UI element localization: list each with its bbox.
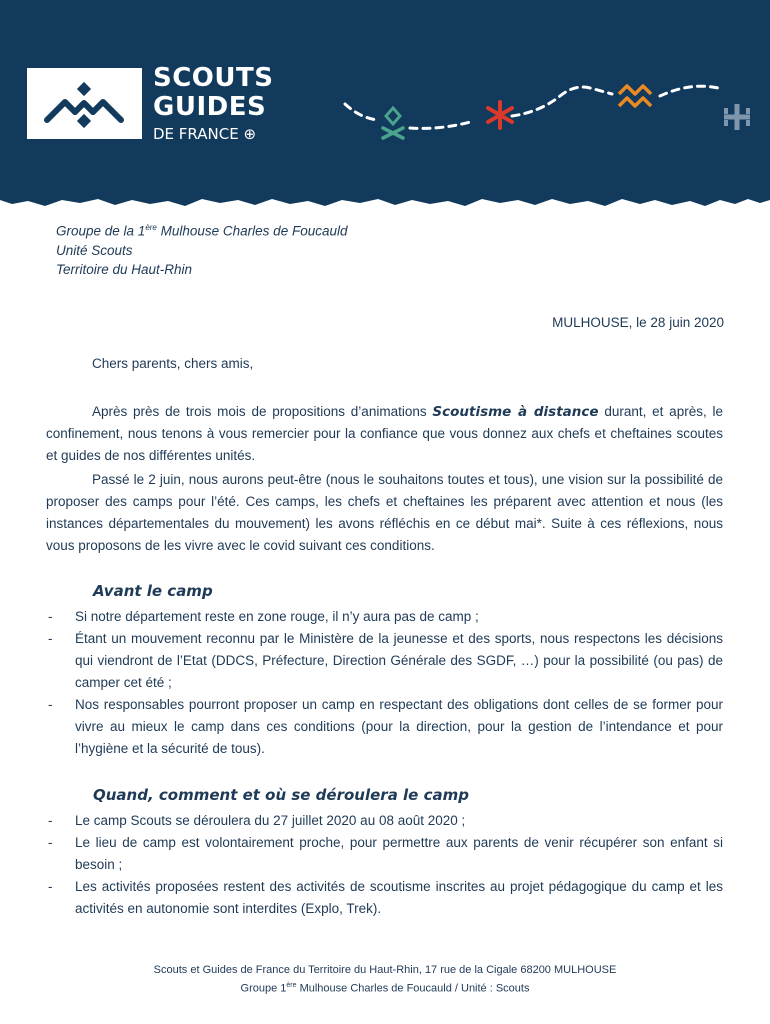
sender-group-suffix: Mulhouse Charles de Foucauld [156,223,348,239]
list-dash: - [48,609,53,624]
footer-group-prefix: Groupe 1 [240,982,287,995]
logo-line-guides: GUIDES [153,92,267,122]
decorative-trail [0,0,770,215]
list-item-text: Si notre département reste en zone rouge, il n’y aura pas de camp ; [75,609,479,624]
sender-block [56,218,347,279]
list-item [46,876,723,920]
star-icon [488,102,512,128]
sender-group-prefix: Groupe de la 1 [56,223,146,239]
paragraph-intro [46,401,723,467]
footer-address: Scouts et Guides de France du Territoire du Haut-Rhin, 17 rue de la Cigale 68200 MULHOUSE [153,964,617,976]
list-item-text: Le camp Scouts se déroulera du 27 juillet 2020 au 08 août 2020 ; [75,813,466,828]
list-dash: - [48,631,53,646]
fire-icon [383,108,403,138]
letterhead-banner [0,0,770,215]
sender-territory: Territoire du Haut-Rhin [56,261,193,277]
logo-line-de-france-text: DE FRANCE [153,125,239,143]
date-line: MULHOUSE, le 28 juin 2020 [552,315,724,330]
list-dash: - [48,879,53,894]
list-item [46,694,723,760]
sender-group [56,218,347,241]
scout-cross-icon [724,104,750,130]
list-dash: - [48,835,53,850]
footer-group-sup: ère [286,982,297,989]
footer-group [0,978,770,997]
list-item [46,628,723,694]
list-item [46,832,723,876]
list-item-text: Nos responsables pourront proposer un camp en respectant des obligations dont celles de se former pour vivre au mieux le camp dans ces conditions (pour la direction, pour la gestion de l’intendance et pour l’hygiène et la sécurité de tous). [75,697,723,756]
para1-highlight: Scoutisme à distance [432,404,599,420]
waves-icon [619,86,651,106]
footer-group-suffix: Mulhouse Charles de Foucauld / Unité : Scouts [296,982,530,995]
sender-unit: Unité Scouts [56,242,133,258]
section-title-before-camp: Avant le camp [93,582,213,600]
para1-before: Après près de trois mois de propositions d’animations [92,404,433,419]
list-item-text: Le lieu de camp est volontairement proche, pour permettre aux parents de venir récupérer son enfant si besoin ; [75,835,723,872]
para1-after: durant, et après, le confinement, nous tenons à vous remercier pour la confiance que vous donnez aux chefs et cheftaines scoutes et guides de nos différentes unités. [46,404,723,463]
logo-line-scouts: SCOUTS [153,63,274,93]
list-item-text: Étant un mouvement reconnu par le Ministère de la jeunesse et des sports, nous respectons les décisions qui viendront de l’Etat (DDCS, Préfecture, Direction Générale des SGDF, …) pour la possibilité (ou pas) de camper cet été ; [75,631,723,690]
cross-icon: ⊕ [243,125,257,143]
page-footer [0,962,770,997]
section-title-when-how-where: Quand, comment et où se déroulera le camp [93,786,469,804]
paragraph-conditions: Passé le 2 juin, nous aurons peut-être (nous le souhaitons toutes et tous), une vision sur la possibilité de proposer des camps pour l’été. Ces camps, les chefs et cheftaines les préparent avec attention et nous (les instances départementales du mouvement) les avons réfléchis en ce début mai*. Suite à ces réflexions, nous vous proposons de les vivre avec le covid suivant ces conditions. [46,472,723,553]
list-item [46,810,723,832]
list-item-text: Les activités proposées restent des activités de scoutisme inscrites au projet pédagogique du camp et les activités en autonomie sont interdites (Explo, Trek). [75,879,723,916]
list-dash: - [48,813,53,828]
list-when-how-where [46,810,723,920]
list-dash: - [48,697,53,712]
sender-group-sup: ère [145,223,157,232]
list-before-camp [46,606,723,760]
greeting: Chers parents, chers amis, [92,356,254,371]
list-item [46,606,723,628]
